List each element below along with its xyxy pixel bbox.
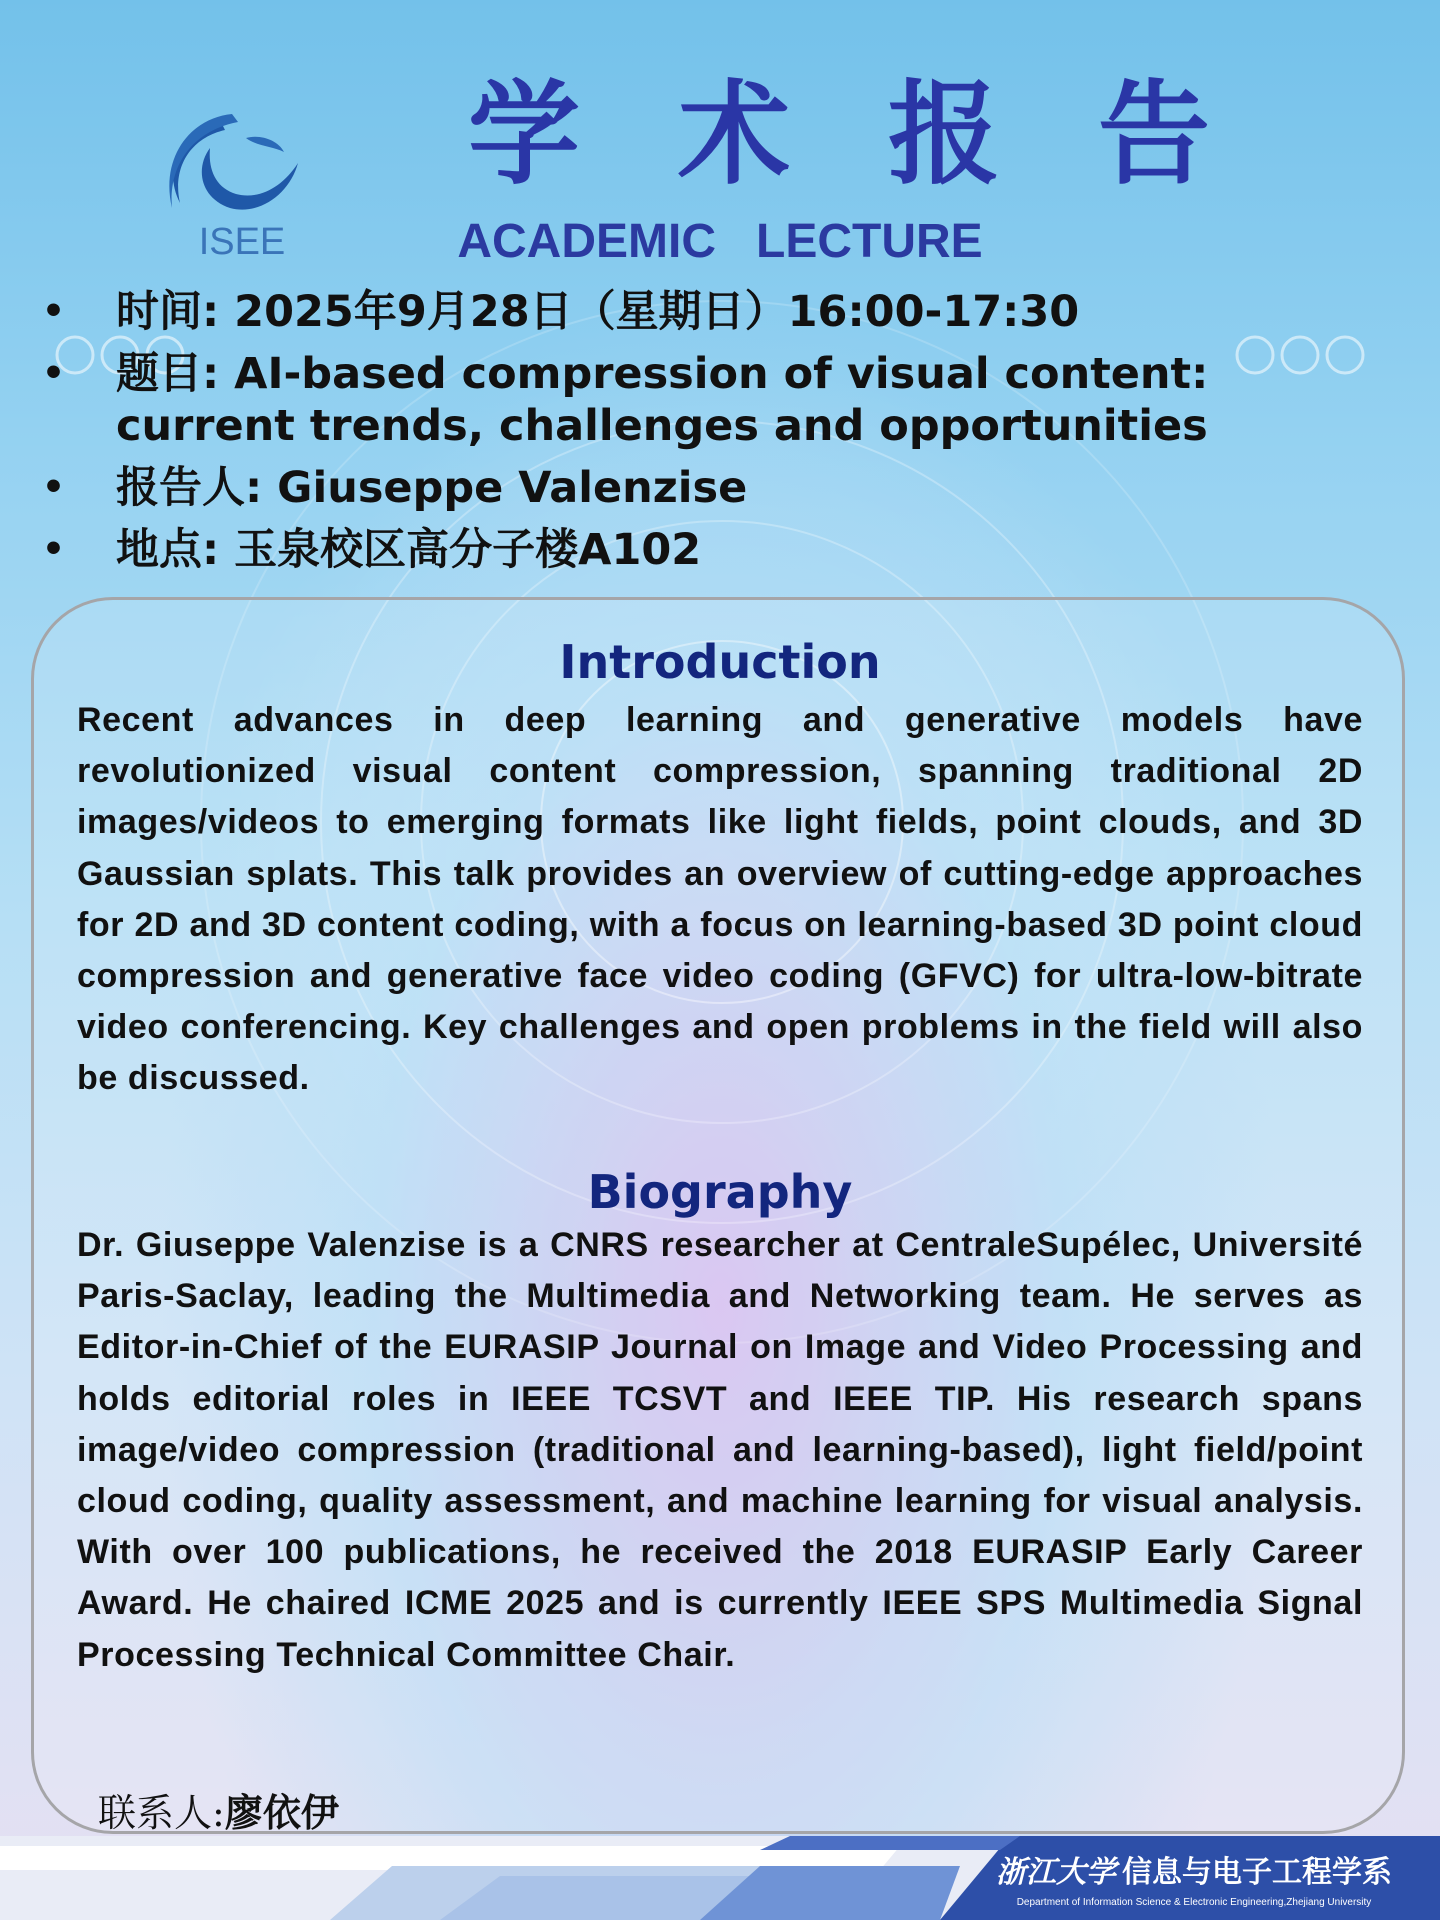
info-location-label: 地点: (116, 525, 220, 575)
footer-department-cn-line (984, 1854, 1404, 1892)
info-speaker-value: Giuseppe Valenzise (262, 463, 748, 513)
info-location-value: 玉泉校区高分子楼A102 (219, 525, 702, 575)
bullet-icon: • (42, 467, 66, 508)
bullet-icon: • (42, 291, 66, 332)
info-location (40, 524, 1400, 576)
isee-swirl-icon (150, 108, 320, 258)
bullet-icon: • (42, 529, 66, 570)
contact-person (98, 1788, 339, 1838)
page-title-chinese: 学术报告 (468, 70, 1308, 200)
contact-name: 廖依伊 (224, 1791, 339, 1835)
isee-logo (150, 108, 320, 258)
info-topic-value: AI-based compression of visual content: current trends, challenges and opportunities (116, 349, 1209, 451)
bullet-icon: • (42, 353, 66, 394)
department-name-cn: 信息与电子工程学系 (1122, 1855, 1392, 1890)
lecture-info-list (40, 286, 1400, 586)
biography-text: Dr. Giuseppe Valenzise is a CNRS researcher at CentraleSupélec, Université Paris-Saclay, leading the Multimedia and Networking team. He serves as Editor-in-Chief of the EURASIP Journal on Image and Video Processing and holds editorial roles in IEEE TCSVT and IEEE TIP. His research spans image/video compression (traditional and learning-based), light field/point cloud coding, quality assessment, and machine learning for visual analysis. With over 100 publications, he received the 2018 EURASIP Early Career Award. He chaired ICME 2025 and is currently IEEE SPS Multimedia Signal Processing Technical Committee Chair. (77, 1226, 1363, 1674)
info-speaker (40, 462, 1400, 514)
info-time-label: 时间: (116, 287, 220, 337)
university-name-cn: 浙江大学 (996, 1855, 1116, 1890)
department-name-en: Department of Information Science & Electronic Engineering,Zhejiang University (1016, 1897, 1372, 1908)
page-title-english: ACADEMIC LECTURE (457, 215, 983, 268)
introduction-title: Introduction (559, 635, 881, 689)
info-topic-label: 题目: (116, 349, 220, 399)
info-topic (40, 348, 1400, 452)
info-time-value: 2025年9月28日（星期日）16:00-17:30 (219, 287, 1080, 337)
contact-label: 联系人: (98, 1791, 225, 1835)
info-speaker-label: 报告人: (116, 463, 263, 513)
biography-title: Biography (587, 1165, 853, 1219)
info-time (40, 286, 1400, 338)
introduction-text: Recent advances in deep learning and generative models have revolutionized visual content compression, spanning traditional 2D images/videos to emerging formats like light fields, point clouds, and 3D Gaussian splats. This talk provides an overview of cutting-edge approaches for 2D and 3D content coding, with a focus on learning-based 3D point cloud compression and generative face video coding (GFVC) for ultra-low-bitrate video conferencing. Key challenges and open problems in the field will also be discussed. (77, 701, 1363, 1098)
footer-brand (984, 1854, 1404, 1910)
logo-text: ISEE (198, 221, 286, 258)
